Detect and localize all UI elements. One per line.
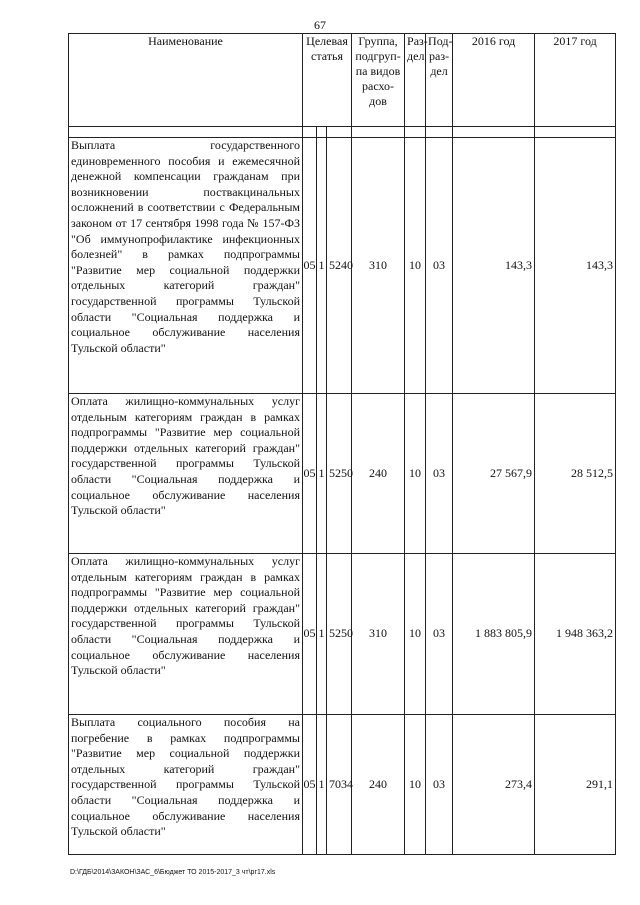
expense-group: 240 xyxy=(352,715,405,855)
subsection: 03 xyxy=(426,138,453,394)
target-article-part-1: 05 xyxy=(303,138,317,394)
file-path-footer: D:\ГДБ\2014\ЗАКОН\ЗАС_6\Бюджет ТО 2015-2017_3 чт\рг17.xls xyxy=(70,869,276,876)
header-name: Наименование xyxy=(69,34,303,127)
target-article-part-2: 1 xyxy=(317,394,327,554)
expense-group: 240 xyxy=(352,394,405,554)
section: 10 xyxy=(405,554,426,715)
target-article-part-3: 7034 xyxy=(327,715,352,855)
amount-2016: 143,3 xyxy=(453,138,535,394)
expense-group: 310 xyxy=(352,554,405,715)
table-row xyxy=(69,394,616,554)
row-name: Оплата жилищно-коммунальных услуг отдельным категориям граждан в рамках подпрограммы "Развитие мер социальной поддержки отдельных категорий граждан" государственной программы Тульской области "Социальная поддержка и социальное обслуживание населения Тульской области" xyxy=(69,554,303,715)
amount-2017: 143,3 xyxy=(535,138,616,394)
budget-table xyxy=(68,33,616,855)
section: 10 xyxy=(405,715,426,855)
amount-2016: 27 567,9 xyxy=(453,394,535,554)
header-subsection: Под-раз-дел xyxy=(426,34,453,127)
header-row xyxy=(69,34,616,127)
expense-group: 310 xyxy=(352,138,405,394)
amount-2016: 273,4 xyxy=(453,715,535,855)
table-row xyxy=(69,138,616,394)
page-number: 67 xyxy=(314,18,326,32)
row-name: Выплата социального пособия на погребение в рамках подпрограммы "Развитие мер социальной поддержки отдельных категорий граждан" государственной программы Тульской области "Социальная поддержка и социальное обслуживание населения Тульской области" xyxy=(69,715,303,855)
amount-2016: 1 883 805,9 xyxy=(453,554,535,715)
amount-2017: 28 512,5 xyxy=(535,394,616,554)
amount-2017: 1 948 363,2 xyxy=(535,554,616,715)
table-row xyxy=(69,715,616,855)
target-article-part-2: 1 xyxy=(317,554,327,715)
target-article-part-3: 5240 xyxy=(327,138,352,394)
target-article-part-3: 5250 xyxy=(327,554,352,715)
row-name: Оплата жилищно-коммунальных услуг отдельным категориям граждан в рамках подпрограммы "Развитие мер социальной поддержки отдельных категорий граждан" государственной программы Тульской области "Социальная поддержка и социальное обслуживание населения Тульской области" xyxy=(69,394,303,554)
section: 10 xyxy=(405,394,426,554)
amount-2017: 291,1 xyxy=(535,715,616,855)
header-year-2017: 2017 год xyxy=(535,34,616,127)
subsection: 03 xyxy=(426,394,453,554)
target-article-part-1: 05 xyxy=(303,554,317,715)
target-article-part-1: 05 xyxy=(303,715,317,855)
row-name: Выплата государственного единовременного пособия и ежемесячной денежной компенсации гражданам при возникновении поствакцинальных осложнений в соответствии с Федеральным законом от 17 сентября 1998 года № 157-ФЗ "Об иммунопрофилактике инфекционных болезней" в рамках подпрограммы "Развитие мер социальной поддержки отдельных категорий граждан" государственной программы Тульской области "Социальная поддержка и социальное обслуживание населения Тульской области" xyxy=(69,138,303,394)
header-target-article: Целевая статья xyxy=(303,34,352,127)
section: 10 xyxy=(405,138,426,394)
header-year-2016: 2016 год xyxy=(453,34,535,127)
target-article-part-2: 1 xyxy=(317,138,327,394)
target-article-part-1: 05 xyxy=(303,394,317,554)
target-article-part-3: 5250 xyxy=(327,394,352,554)
subsection: 03 xyxy=(426,715,453,855)
subsection: 03 xyxy=(426,554,453,715)
header-section: Раз-дел xyxy=(405,34,426,127)
spacer-row xyxy=(69,127,616,138)
table-row xyxy=(69,554,616,715)
header-expense-group: Группа, подгруп-па видов расхо-дов xyxy=(352,34,405,127)
target-article-part-2: 1 xyxy=(317,715,327,855)
